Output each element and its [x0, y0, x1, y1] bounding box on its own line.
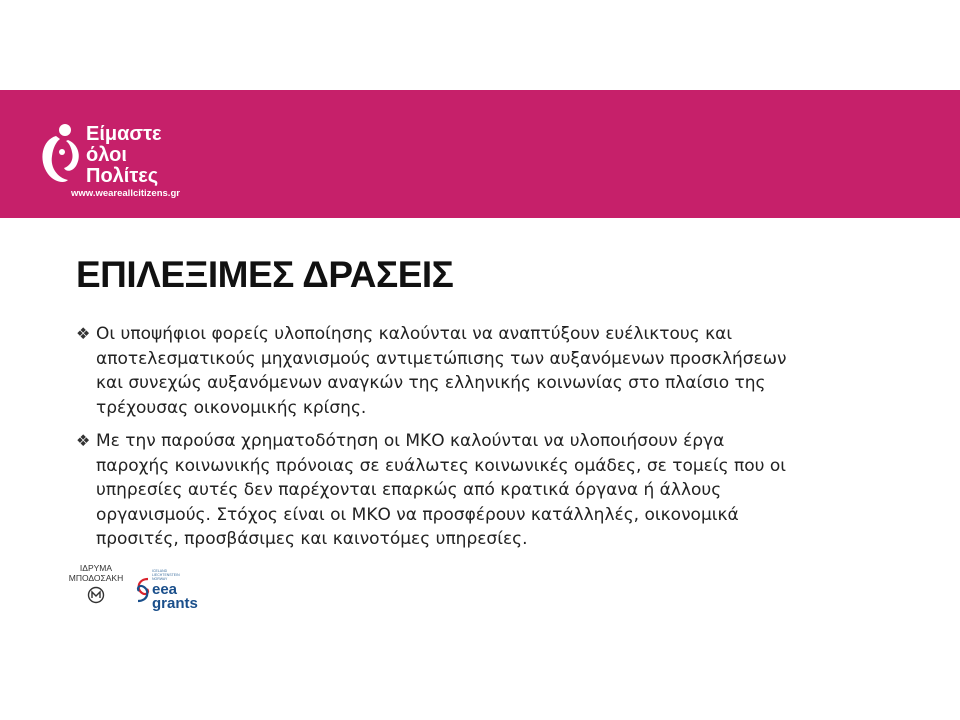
bullet-item: [76, 429, 836, 552]
bullet-line: οργανισμούς. Στόχος είναι οι ΜΚΟ να προσφέρουν κατάλληλές, οικονομικά: [96, 504, 739, 525]
bullet-line: και συνεχώς αυξανόμενων αναγκών της ελληνικής κοινωνίας στο πλαίσιο της: [96, 373, 766, 393]
eea-country: LIECHTENSTEIN: [152, 573, 180, 577]
foundation-line-1: ΙΔΡΥΜΑ: [79, 563, 113, 573]
bodossaki-emblem-icon: [87, 586, 105, 604]
eea-country: ICELAND: [152, 569, 168, 573]
bullet-item: [76, 322, 836, 420]
bodossaki-foundation-logo: [64, 563, 128, 604]
diamond-bullet-icon: ❖: [76, 324, 91, 343]
bullet-line: προσιτές, προσβάσιμες και καινοτόμες υπηρεσίες.: [96, 529, 528, 549]
bullet-line: Με την παρούσα χρηματοδότηση οι ΜΚΟ καλούνται να υλοποιήσουν έργα: [96, 431, 725, 451]
weareallcitizens-logo: [38, 120, 228, 205]
eea-word: eea: [152, 581, 178, 598]
sponsor-logos: [64, 563, 224, 615]
foundation-line-2: ΜΠΟΔΟΣΑΚΗ: [68, 573, 124, 583]
logo-wordmark: [86, 124, 162, 187]
bullet-line: υπηρεσίες αυτές δεν παρέχονται επαρκώς από κρατικά όργανα ή άλλους: [96, 480, 722, 500]
eea-swirl-icon: [134, 575, 152, 605]
bullet-line: τρέχουσας οικονομικής κρίσης.: [96, 397, 367, 418]
logo-line-2: όλοι: [86, 144, 127, 166]
eea-grants-logo: [134, 569, 224, 615]
citizens-figure-icon: [38, 122, 86, 188]
bullet-line: παροχής κοινωνικής πρόνοιας σε ευάλωτες κοινωνικές ομάδες, σε τομείς που οι: [96, 455, 787, 476]
logo-url: www.weareallcitizens.gr: [71, 188, 180, 199]
bullet-line: αποτελεσματικούς μηχανισμούς αντιμετώπισης των αυξανόμενων προσκλήσεων: [96, 348, 787, 369]
eea-countries: [152, 569, 180, 581]
grants-word: grants: [152, 595, 198, 612]
logo-line-1: Είμαστε: [86, 123, 162, 145]
diamond-bullet-icon: ❖: [76, 431, 91, 450]
bullet-line: Οι υποψήφιοι φορείς υλοποίησης καλούνται να αναπτύξουν ευέλικτους και: [96, 324, 733, 344]
slide-title: ΕΠΙΛΕΞΙΜΕΣ ΔΡΑΣΕΙΣ: [76, 254, 454, 295]
bullet-text: [96, 429, 836, 552]
logo-line-3: Πολίτες: [86, 165, 159, 187]
eea-country: NORWAY: [152, 577, 168, 581]
bullet-list: [76, 322, 836, 561]
bullet-text: [96, 322, 836, 420]
